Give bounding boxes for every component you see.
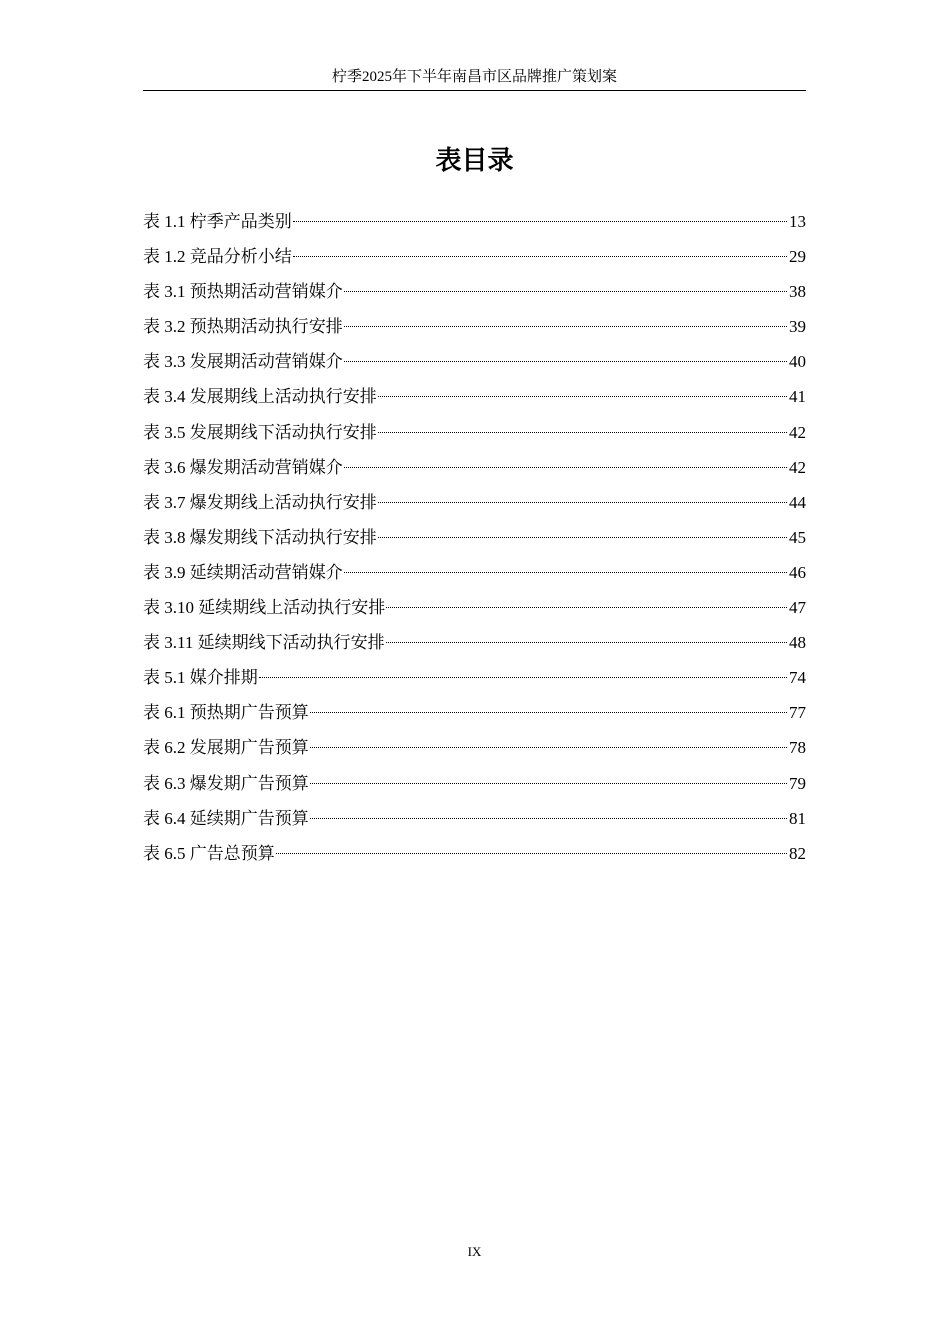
toc-entry-label: 表 3.8 爆发期线下活动执行安排 [143, 527, 377, 547]
dot-leader [344, 326, 787, 327]
toc-entry[interactable] [143, 309, 806, 344]
dot-leader [344, 291, 787, 292]
toc-entry-label: 表 3.5 发展期线下活动执行安排 [143, 422, 377, 442]
dot-leader [378, 537, 787, 538]
toc-entry-label: 表 6.2 发展期广告预算 [143, 738, 309, 758]
toc-entry[interactable] [143, 274, 806, 309]
toc-entry[interactable] [143, 625, 806, 660]
toc-entry-page: 77 [789, 703, 806, 723]
dot-leader [310, 747, 787, 748]
toc-entry[interactable] [143, 204, 806, 239]
toc-entry-label: 表 6.5 广告总预算 [143, 843, 275, 863]
dot-leader [386, 642, 787, 643]
dot-leader [310, 783, 787, 784]
toc-entry-page: 40 [789, 352, 806, 372]
dot-leader [293, 256, 787, 257]
toc-entry-label: 表 3.11 延续期线下活动执行安排 [143, 633, 385, 653]
toc-entry[interactable] [143, 450, 806, 485]
toc-entry-label: 表 3.9 延续期活动营销媒介 [143, 562, 343, 582]
page-title: 表目录 [435, 145, 514, 175]
toc-entry-label: 表 6.4 延续期广告预算 [143, 808, 309, 828]
toc-entry-page: 46 [789, 562, 806, 582]
toc-entry-page: 38 [789, 282, 806, 302]
dot-leader [386, 607, 787, 608]
toc-entry-page: 41 [789, 387, 806, 407]
toc-entry-label: 表 5.1 媒介排期 [143, 668, 258, 688]
toc-entry-label: 表 6.3 爆发期广告预算 [143, 773, 309, 793]
dot-leader [344, 361, 787, 362]
dot-leader [378, 396, 787, 397]
toc-entry[interactable] [143, 485, 806, 520]
toc-entry-label: 表 1.1 柠季产品类别 [143, 212, 292, 231]
toc-entry[interactable] [143, 344, 806, 379]
toc-entry-page: 48 [789, 633, 806, 653]
toc-entry-page: 39 [789, 317, 806, 337]
toc-entry[interactable] [143, 730, 806, 765]
toc-entry[interactable] [143, 239, 806, 274]
toc-entry-page: 79 [789, 773, 806, 793]
toc-entry-page: 81 [789, 808, 806, 828]
toc-entry-page: 45 [789, 527, 806, 547]
toc-entry[interactable] [143, 590, 806, 625]
page-number: IX [467, 1244, 482, 1259]
toc-entry[interactable] [143, 520, 806, 555]
toc-entry-label: 表 3.4 发展期线上活动执行安排 [143, 387, 377, 407]
dot-leader [378, 432, 787, 433]
toc-entry-label: 表 3.2 预热期活动执行安排 [143, 317, 343, 337]
toc-entry-page: 78 [789, 738, 806, 758]
dot-leader [344, 467, 787, 468]
dot-leader [276, 853, 787, 854]
toc-entry-page: 82 [789, 843, 806, 863]
toc-entry[interactable] [143, 766, 806, 801]
toc-entry-page: 44 [789, 492, 806, 512]
toc-entry[interactable] [143, 836, 806, 871]
toc-entry[interactable] [143, 379, 806, 414]
table-of-contents [143, 204, 806, 871]
toc-entry-page: 74 [789, 668, 806, 688]
dot-leader [310, 712, 787, 713]
toc-entry[interactable] [143, 660, 806, 695]
running-header: 柠季2025年下半年南昌市区品牌推广策划案 [143, 66, 806, 91]
toc-entry-label: 表 3.6 爆发期活动营销媒介 [143, 457, 343, 477]
dot-leader [378, 502, 787, 503]
toc-entry-label: 表 3.7 爆发期线上活动执行安排 [143, 492, 377, 512]
toc-entry-label: 表 6.1 预热期广告预算 [143, 703, 309, 723]
toc-entry-page: 47 [789, 598, 806, 618]
toc-entry[interactable] [143, 555, 806, 590]
dot-leader [344, 572, 787, 573]
toc-entry[interactable] [143, 415, 806, 450]
toc-entry[interactable] [143, 801, 806, 836]
dot-leader [259, 677, 787, 678]
dot-leader [310, 818, 787, 819]
toc-entry-label: 表 1.2 竞品分析小结 [143, 247, 292, 267]
toc-entry-page: 13 [789, 212, 806, 231]
toc-entry-page: 42 [789, 457, 806, 477]
toc-entry-label: 表 3.3 发展期活动营销媒介 [143, 352, 343, 372]
dot-leader [293, 221, 787, 222]
toc-entry-label: 表 3.1 预热期活动营销媒介 [143, 282, 343, 302]
toc-entry-page: 42 [789, 422, 806, 442]
toc-entry[interactable] [143, 695, 806, 730]
toc-entry-page: 29 [789, 247, 806, 267]
toc-entry-label: 表 3.10 延续期线上活动执行安排 [143, 598, 386, 618]
